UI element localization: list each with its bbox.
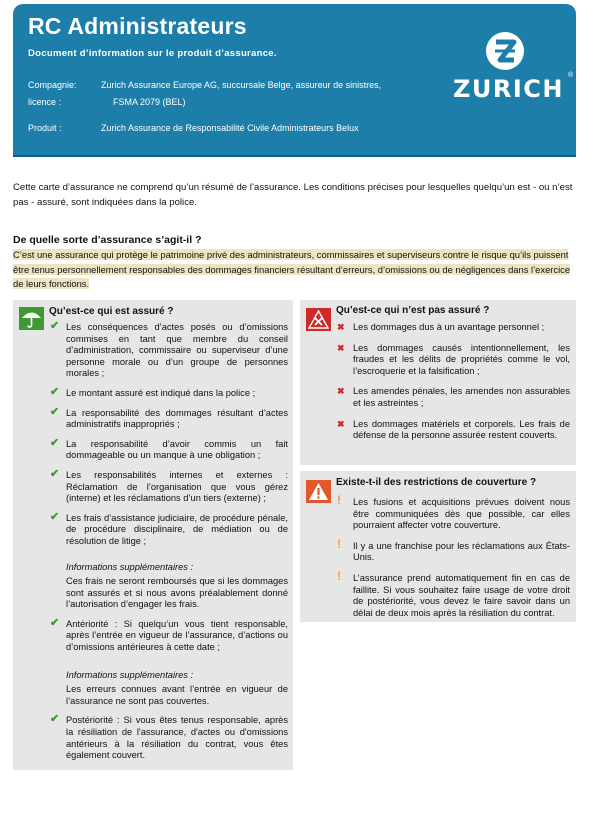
not-insured-panel	[300, 300, 576, 465]
restriction-item: ! Les fusions et acquisitions prévues doivent nous être communiquées dès que possible, car elles pourraient affecter votre couverture.	[337, 493, 570, 531]
header-banner	[13, 4, 576, 157]
check-icon: ✔	[50, 385, 60, 398]
product-value: Zurich Assurance de Responsabilité Civile Administrateurs Belux	[101, 123, 359, 133]
page-title: RC Administrateurs	[28, 13, 247, 39]
insured-item: ✔ La responsabilité des dommages résultant d’actes administratifs inappropriés ;	[50, 405, 288, 430]
intro-text: Cette carte d’assurance ne comprend qu’un résumé de l’assurance. Les conditions précises pour lesquelles quelqu’un est - ou n’est pas - assuré, sont indiquées dans la police.	[13, 182, 573, 208]
insured-item: ✔ Les frais d’assistance judiciaire, de procédure pénale, de procédure disciplinaire, de médiation ou de résolution de litige ;	[50, 510, 288, 546]
insured-item: ✔ Les conséquences d’actes posés ou d’omissions commises en tant que membre du conseil d’administration, commissaire ou superviseur d’une personne morale ou d’un groupe de personnes morales ;	[50, 320, 288, 379]
exclamation-icon: !	[337, 536, 341, 551]
page-subtitle: Document d’information sur le produit d’assurance.	[28, 48, 277, 59]
restriction-item: ! L’assurance prend automatiquement fin en cas de faillite. Si vous souhaitez faire usage de votre droit de postériorité, vous devez le faire savoir dans un délai de deux mois après la résiliation du contrat.	[337, 568, 570, 618]
not-insured-title: Qu’est-ce qui n’est pas assuré ?	[336, 305, 490, 316]
not-insured-item: ✖ Les amendes pénales, les amendes non assurables et les astreintes ;	[337, 386, 570, 408]
insured-item: ✔ La responsabilité d’avoir commis un fait dommageable ou un manque à une obligation ;	[50, 436, 288, 461]
x-icon: ✖	[337, 322, 345, 332]
x-icon: ✖	[337, 342, 345, 353]
exclamation-icon: !	[337, 493, 341, 507]
restriction-item: ! Il y a une franchise pour les réclamations aux États-Unis.	[337, 536, 570, 563]
check-icon: ✔	[50, 616, 60, 629]
posteriority-item: ✔ Postériorité : Si vous êtes tenus responsable, après la résiliation de l'assurance, d'actes ou d'omissions antérieurs à la résiliation du contrat, vous êtes également couvert.	[50, 713, 288, 761]
check-icon: ✔	[50, 320, 60, 332]
insured-item: ✔ Le montant assuré est indiqué dans la police ;	[50, 385, 256, 398]
company-label: Compagnie:	[28, 80, 77, 90]
cross-icon	[306, 308, 331, 331]
warning-icon	[306, 480, 331, 503]
extra-info-title: Informations supplémentaires :	[66, 669, 194, 680]
licence-label: licence :	[28, 97, 62, 107]
not-insured-list	[337, 322, 570, 450]
zurich-wordmark: ZURICH	[453, 75, 564, 103]
insured-title: Qu’est-ce qui est assuré ?	[49, 306, 174, 317]
check-icon: ✔	[50, 405, 60, 418]
not-insured-item: ✖ Les dommages causés intentionnellement, les fraudes et les délits de propriétés comme le vol, l’escroquerie et la falsification ;	[337, 342, 570, 376]
product-label: Produit :	[28, 123, 62, 133]
insured-list	[50, 322, 288, 770]
what-kind-text	[13, 248, 576, 292]
extra-info-text: Ces frais ne seront remboursés que si les dommages sont assurés et si nous avons préalablement donné l’autorisation d’engager les frais.	[66, 576, 288, 610]
check-icon: ✔	[50, 436, 60, 449]
licence-value: FSMA 2079 (BEL)	[113, 97, 186, 107]
restrictions-list	[337, 493, 570, 627]
zurich-z-icon	[486, 32, 524, 70]
registered-mark: ®	[568, 72, 574, 79]
umbrella-icon	[19, 307, 44, 330]
x-icon: ✖	[337, 386, 345, 397]
restrictions-title: Existe-t-il des restrictions de couverture ?	[336, 477, 537, 488]
exclamation-icon: !	[337, 568, 341, 583]
insured-panel	[13, 300, 293, 770]
zurich-logo	[453, 32, 574, 112]
extra-info-title: Informations supplémentaires :	[66, 561, 194, 572]
check-icon: ✔	[50, 510, 60, 523]
check-icon: ✔	[50, 713, 60, 726]
extra-info-text: Les erreurs connues avant l’entrée en vigueur de l’assurance ne sont pas couvertes.	[66, 684, 288, 706]
company-value: Zurich Assurance Europe AG, succursale Belge, assureur de sinistres,	[101, 80, 382, 90]
check-icon: ✔	[50, 467, 60, 480]
not-insured-item: ✖ Les dommages matériels et corporels. Les frais de défense de la personne assurée restent couverts.	[337, 418, 570, 441]
what-kind-highlight: C’est une assurance qui protège le patrimoine privé des administrateurs, commissaires et superviseurs contre le risque qu’ils puissent être tenus personnellement responsables des dommages financiers résultant d’erreurs, d’omissions ou de négligences dans l’exercice de leurs fonctions.	[13, 249, 571, 289]
x-icon: ✖	[337, 418, 345, 429]
what-kind-heading: De quelle sorte d’assurance s’agit-il ?	[13, 234, 202, 246]
anteriority-item: ✔ Antériorité : Si quelqu’un vous tient responsable, après l’entrée en vigueur de l’assurance, d’actions ou d’omissions antérieures à cette date ;	[50, 616, 288, 653]
not-insured-item: ✖ Les dommages dus à un avantage personnel ;	[337, 322, 545, 332]
insured-item: ✔ Les responsabilités internes et externes : Réclamation de l’organisation que vous gérez (interne) et les réclamations d’un tiers (externe) ;	[50, 467, 288, 504]
restrictions-panel	[300, 471, 576, 622]
